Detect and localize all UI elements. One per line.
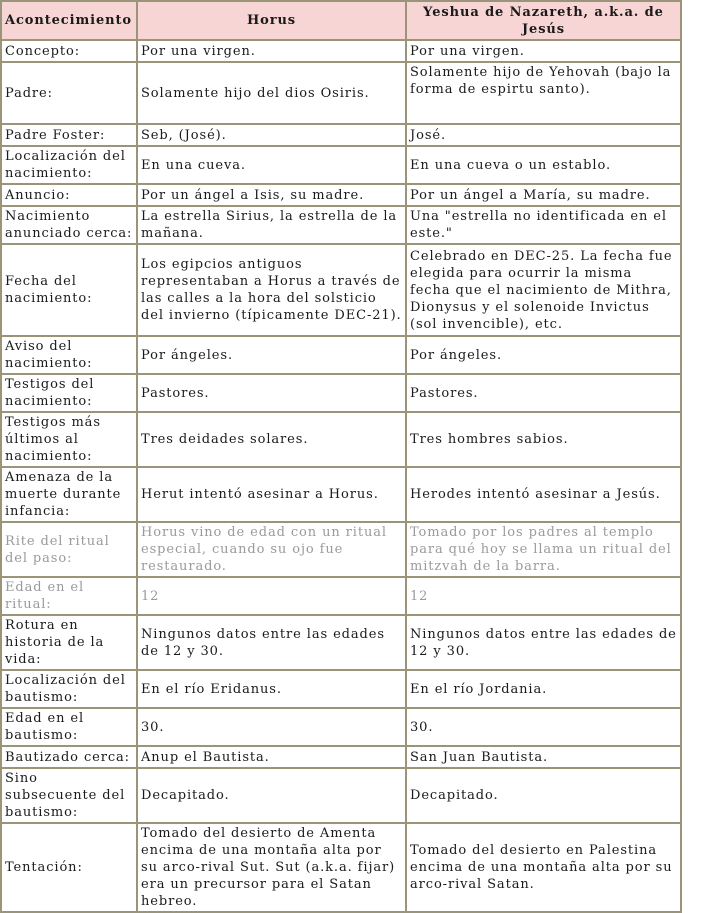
jesus-cell: Pastores.	[407, 375, 682, 413]
jesus-cell: Ningunos datos entre las edades de 12 y 30.	[407, 616, 682, 671]
event-cell: Bautizado cerca:	[2, 747, 138, 769]
jesus-cell: En el río Jordania.	[407, 671, 682, 709]
header-jesus: Yeshua de Nazareth, a.k.a. de Jesús	[407, 2, 682, 41]
horus-cell: Pastores.	[138, 375, 407, 413]
horus-cell: Por ángeles.	[138, 337, 407, 375]
table-row	[2, 413, 682, 468]
event-cell: Rite del ritual del paso:	[2, 523, 138, 578]
jesus-cell: Una "estrella no identificada en el este."	[407, 207, 682, 245]
horus-cell: 12	[138, 578, 407, 616]
event-cell: Localización del bautismo:	[2, 671, 138, 709]
jesus-cell: Por una virgen.	[407, 41, 682, 63]
horus-cell: Anup el Bautista.	[138, 747, 407, 769]
event-cell: Padre:	[2, 63, 138, 125]
event-cell: Nacimiento anunciado cerca:	[2, 207, 138, 245]
header-row	[2, 2, 682, 41]
table-row	[2, 147, 682, 185]
table-row	[2, 578, 682, 616]
horus-cell: Ningunos datos entre las edades de 12 y 30.	[138, 616, 407, 671]
jesus-cell: 30.	[407, 709, 682, 747]
jesus-cell: 12	[407, 578, 682, 616]
table-row	[2, 245, 682, 337]
table-row	[2, 523, 682, 578]
horus-cell: Seb, (José).	[138, 125, 407, 147]
jesus-cell: Herodes intentó asesinar a Jesús.	[407, 468, 682, 523]
event-cell: Testigos del nacimiento:	[2, 375, 138, 413]
jesus-cell: En una cueva o un establo.	[407, 147, 682, 185]
table-row	[2, 63, 682, 125]
event-cell: Fecha del nacimiento:	[2, 245, 138, 337]
jesus-cell: Celebrado en DEC-25. La fecha fue elegida para ocurrir la misma fecha que el nacimiento de Mithra, Dionysus y el solenoide Invictus (sol invencible), etc.	[407, 245, 682, 337]
horus-cell: Solamente hijo del dios Osiris.	[138, 63, 407, 125]
event-cell: Edad en el ritual:	[2, 578, 138, 616]
event-cell: Anuncio:	[2, 185, 138, 207]
jesus-cell: San Juan Bautista.	[407, 747, 682, 769]
jesus-cell: Decapitado.	[407, 769, 682, 824]
table-row	[2, 747, 682, 769]
event-cell: Sino subsecuente del bautismo:	[2, 769, 138, 824]
table-row	[2, 468, 682, 523]
table-row	[2, 824, 682, 913]
event-cell: Edad en el bautismo:	[2, 709, 138, 747]
event-cell: Testigos más últimos al nacimiento:	[2, 413, 138, 468]
table-row	[2, 337, 682, 375]
table-row	[2, 207, 682, 245]
table-row	[2, 709, 682, 747]
event-cell: Concepto:	[2, 41, 138, 63]
table-row	[2, 125, 682, 147]
table-row	[2, 616, 682, 671]
horus-cell: Los egipcios antiguos representaban a Horus a través de las calles a la hora del solsticio del invierno (típicamente DEC-21).	[138, 245, 407, 337]
event-cell: Tentación:	[2, 824, 138, 913]
horus-cell: La estrella Sirius, la estrella de la mañana.	[138, 207, 407, 245]
horus-cell: Tres deidades solares.	[138, 413, 407, 468]
header-event: Acontecimiento	[2, 2, 138, 41]
table-row	[2, 671, 682, 709]
event-cell: Padre Foster:	[2, 125, 138, 147]
horus-cell: Tomado del desierto de Amenta encima de una montaña alta por su arco-rival Sut. Sut (a.k.a. fijar) era un precursor para el Satan hebreo.	[138, 824, 407, 913]
horus-cell: Herut intentó asesinar a Horus.	[138, 468, 407, 523]
horus-cell: 30.	[138, 709, 407, 747]
horus-cell: Por una virgen.	[138, 41, 407, 63]
table-row	[2, 41, 682, 63]
jesus-cell: Por ángeles.	[407, 337, 682, 375]
table-row	[2, 375, 682, 413]
header-horus: Horus	[138, 2, 407, 41]
event-cell: Localización del nacimiento:	[2, 147, 138, 185]
event-cell: Aviso del nacimiento:	[2, 337, 138, 375]
table-row	[2, 769, 682, 824]
event-cell: Amenaza de la muerte durante infancia:	[2, 468, 138, 523]
jesus-cell: Solamente hijo de Yehovah (bajo la forma de espirtu santo).	[407, 63, 682, 125]
horus-cell: Horus vino de edad con un ritual especial, cuando su ojo fue restaurado.	[138, 523, 407, 578]
jesus-cell: Por un ángel a María, su madre.	[407, 185, 682, 207]
jesus-cell: José.	[407, 125, 682, 147]
jesus-cell: Tomado por los padres al templo para qué hoy se llama un ritual del mitzvah de la barra.	[407, 523, 682, 578]
horus-cell: Por un ángel a Isis, su madre.	[138, 185, 407, 207]
table-row	[2, 185, 682, 207]
horus-cell: Decapitado.	[138, 769, 407, 824]
horus-cell: En el río Eridanus.	[138, 671, 407, 709]
horus-cell: En una cueva.	[138, 147, 407, 185]
jesus-cell: Tomado del desierto en Palestina encima de una montaña alta por su arco-rival Satan.	[407, 824, 682, 913]
jesus-cell: Tres hombres sabios.	[407, 413, 682, 468]
event-cell: Rotura en historia de la vida:	[2, 616, 138, 671]
